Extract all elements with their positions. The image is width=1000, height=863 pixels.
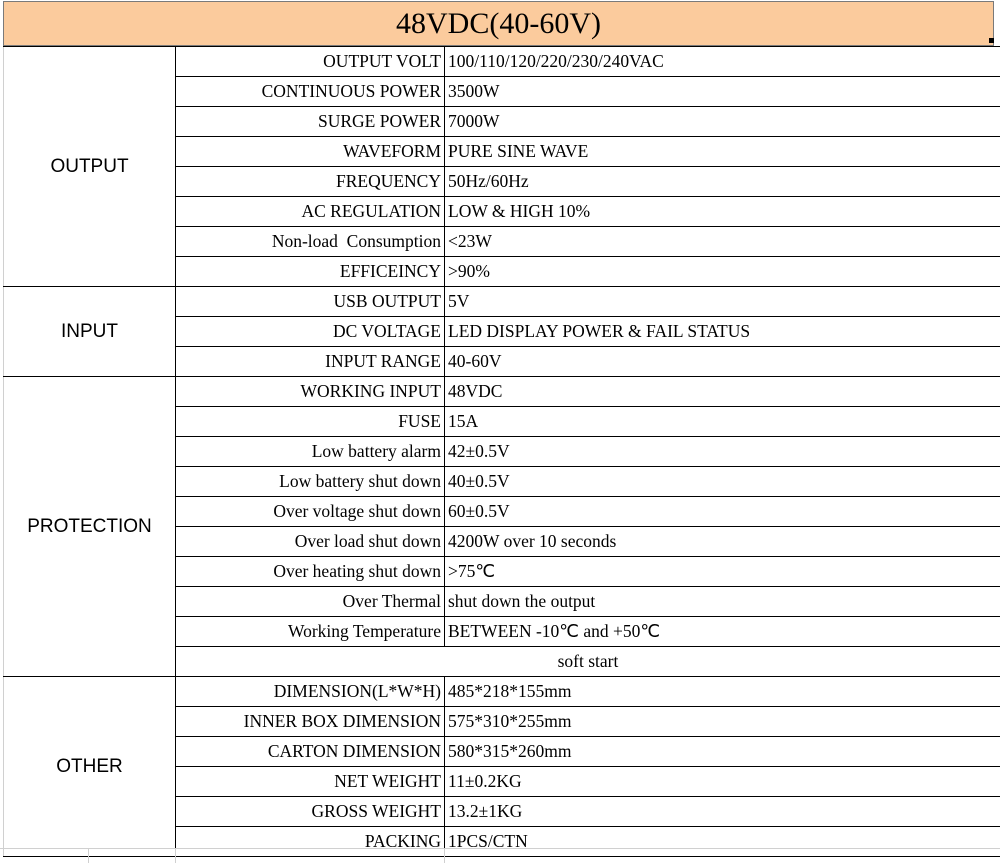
spec-value: LOW & HIGH 10% [445, 197, 1000, 227]
spec-label: SURGE POWER [176, 107, 445, 137]
spec-value: 3500W [445, 77, 1000, 107]
spec-label: EFFICEINCY [176, 257, 445, 287]
grid-line [444, 849, 445, 863]
table-row [4, 377, 1000, 407]
spec-value: 13.2±1KG [445, 797, 1000, 827]
spec-value: 575*310*255mm [445, 707, 1000, 737]
spec-label: OUTPUT VOLT [176, 47, 445, 77]
spec-value: 40-60V [445, 347, 1000, 377]
spec-label: PACKING [176, 827, 445, 857]
spec-value: 580*315*260mm [445, 737, 1000, 767]
spec-label: CONTINUOUS POWER [176, 77, 445, 107]
spec-label: Working Temperature [176, 617, 445, 647]
spec-value: 5V [445, 287, 1000, 317]
spec-value: >90% [445, 257, 1000, 287]
section-label-output: OUTPUT [4, 47, 176, 287]
spec-value: 4200W over 10 seconds [445, 527, 1000, 557]
spec-label: NET WEIGHT [176, 767, 445, 797]
spec-label: AC REGULATION [176, 197, 445, 227]
spec-value: PURE SINE WAVE [445, 137, 1000, 167]
table-row [4, 47, 1000, 77]
spec-label: Over heating shut down [176, 557, 445, 587]
spec-value: shut down the output [445, 587, 1000, 617]
table-row [4, 677, 1000, 707]
spec-label: Over load shut down [176, 527, 445, 557]
grid-line [175, 849, 176, 863]
spec-value: 7000W [445, 107, 1000, 137]
grid-line [88, 849, 89, 863]
spec-label: WORKING INPUT [176, 377, 445, 407]
spec-value: 60±0.5V [445, 497, 1000, 527]
spec-label: INPUT RANGE [176, 347, 445, 377]
spec-label: Non-load Consumption [176, 227, 445, 257]
spec-label: DC VOLTAGE [176, 317, 445, 347]
spec-label: WAVEFORM [176, 137, 445, 167]
spec-value: 485*218*155mm [445, 677, 1000, 707]
spec-title: 48VDC(40-60V) [3, 1, 994, 46]
cell-fill-handle[interactable] [989, 38, 994, 43]
spec-label: GROSS WEIGHT [176, 797, 445, 827]
section-label-protection: PROTECTION [4, 377, 176, 677]
spec-value: 50Hz/60Hz [445, 167, 1000, 197]
spec-value: 40±0.5V [445, 467, 1000, 497]
spec-label: INNER BOX DIMENSION [176, 707, 445, 737]
spec-label: Low battery alarm [176, 437, 445, 467]
spec-value: 1PCS/CTN [445, 827, 1000, 857]
spec-value: 15A [445, 407, 1000, 437]
spec-label: Low battery shut down [176, 467, 445, 497]
empty-grid-row [0, 848, 1000, 863]
spec-label: Over Thermal [176, 587, 445, 617]
spec-value: 42±0.5V [445, 437, 1000, 467]
spec-label: FREQUENCY [176, 167, 445, 197]
spec-value: <23W [445, 227, 1000, 257]
spec-value: BETWEEN -10℃ and +50℃ [445, 617, 1000, 647]
section-label-other: OTHER [4, 677, 176, 857]
spec-value: LED DISPLAY POWER & FAIL STATUS [445, 317, 1000, 347]
section-label-input: INPUT [4, 287, 176, 377]
table-row [4, 287, 1000, 317]
spec-label: Over voltage shut down [176, 497, 445, 527]
spec-note: soft start [176, 647, 1000, 677]
spec-label: FUSE [176, 407, 445, 437]
spec-label: CARTON DIMENSION [176, 737, 445, 767]
spec-label: USB OUTPUT [176, 287, 445, 317]
spec-label: DIMENSION(L*W*H) [176, 677, 445, 707]
spec-value: 100/110/120/220/230/240VAC [445, 47, 1000, 77]
spec-value: 48VDC [445, 377, 1000, 407]
spec-value: >75℃ [445, 557, 1000, 587]
spec-value: 11±0.2KG [445, 767, 1000, 797]
spec-table [3, 46, 1000, 857]
